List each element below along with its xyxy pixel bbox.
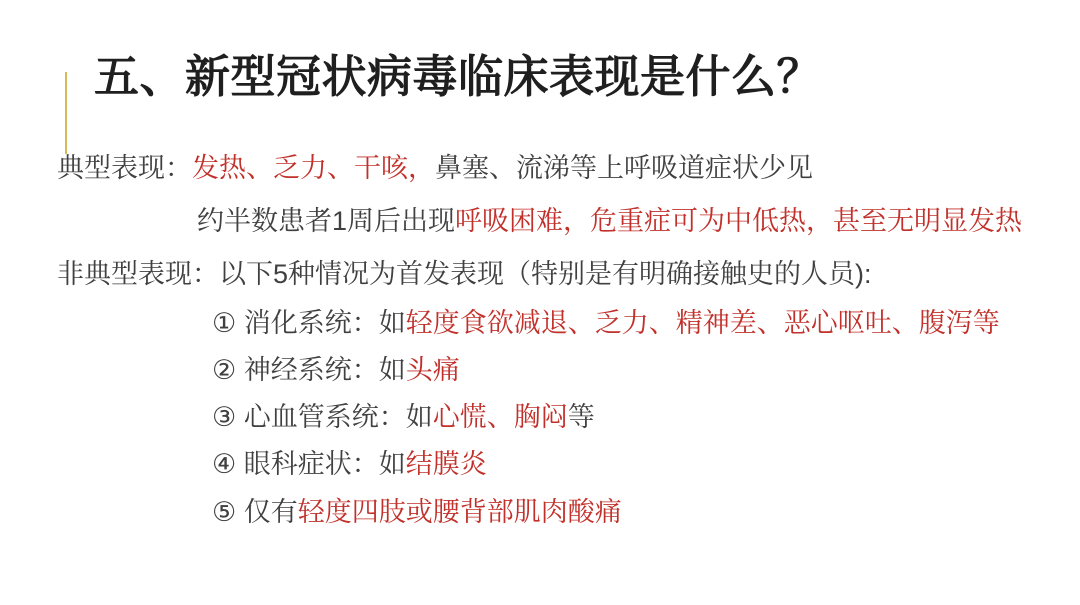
text-segment: ④ 眼科症状：如	[212, 449, 406, 479]
list-item-cardiovascular	[212, 400, 595, 434]
list-item-ocular	[212, 447, 487, 481]
typical-manifestation-line	[57, 151, 813, 185]
list-item-nervous	[212, 353, 460, 387]
text-segment: 结膜炎	[405, 449, 487, 479]
text-segment: ① 消化系统：如	[212, 308, 406, 338]
dyspnea-note-line	[197, 204, 1022, 238]
title-accent-bar	[65, 72, 67, 154]
text-segment: 鼻塞、流涕等上呼吸道症状少见	[435, 153, 813, 183]
text-segment: 轻度食欲减退、乏力、精神差、恶心呕吐、腹泻等	[405, 308, 1000, 338]
text-segment: ⑤ 仅有	[212, 497, 298, 527]
list-item-digestive	[212, 306, 1000, 340]
text-segment: 发热、乏力、干咳，	[192, 153, 435, 183]
text-segment: 等	[567, 402, 595, 432]
list-item-muscle	[212, 495, 622, 529]
text-segment: 心慌、胸闷	[432, 402, 568, 432]
text-segment: ③ 心血管系统：如	[212, 402, 433, 432]
text-segment: 约半数患者1周后出现	[197, 206, 456, 236]
text-segment: 典型表现：	[57, 153, 192, 183]
atypical-manifestation-line	[57, 257, 872, 291]
text-segment: 非典型表现：以下5种情况为首发表现（特别是有明确接触史的人员):	[57, 259, 872, 289]
text-segment: 轻度四肢或腰背部肌肉酸痛	[297, 497, 622, 527]
page-title: 五、新型冠状病毒临床表现是什么？	[94, 51, 823, 102]
text-segment: 呼吸困难，危重症可为中低热，甚至无明显发热	[455, 206, 1023, 236]
text-segment: ② 神经系统：如	[212, 355, 406, 385]
text-segment: 头痛	[405, 355, 460, 385]
